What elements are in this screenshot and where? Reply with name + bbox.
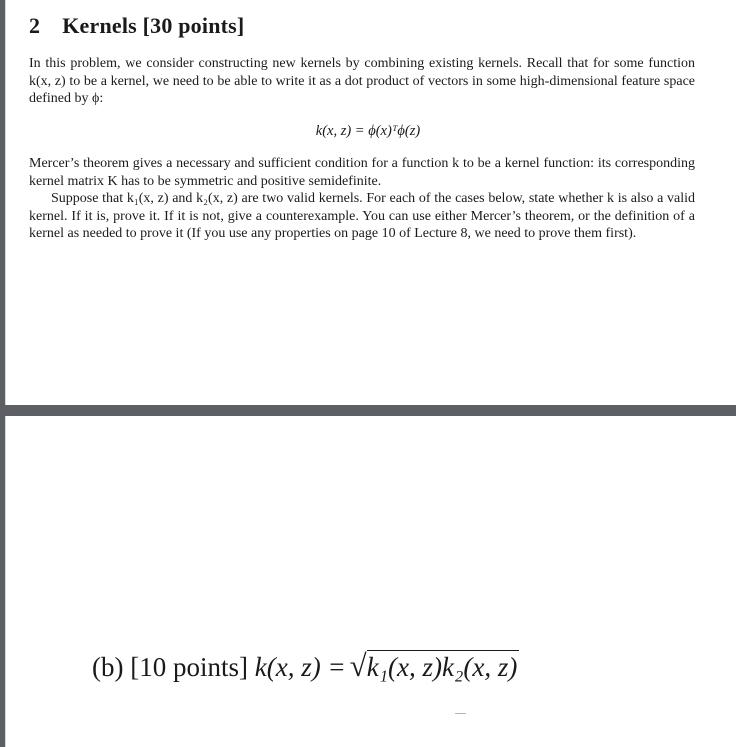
part-b-lhs: k(x, z) = [254, 652, 346, 682]
intro-paragraph: In this problem, we consider constructing new kernels by combining existing kernels. Recall that for some function k(x, z) to be a kernel, we need to be able to write it as a dot product of vectors in some high-dimensional feature space defined by ϕ: [29, 56, 695, 107]
document-page-2 [5, 416, 736, 747]
section-heading [29, 13, 244, 39]
section-number: 2 [29, 13, 41, 38]
kernel-definition-equation: k(x, z) = ϕ(x)ᵀϕ(z) [315, 123, 421, 139]
part-b-label: (b) [92, 652, 124, 682]
page-separator [0, 405, 736, 416]
mercer-paragraph: Mercer’s theorem gives a necessary and sufficient condition for a function k to be a kernel function: its corresponding kernel matrix K has to be symmetric and positive semidefinite. [29, 156, 695, 189]
section-title: Kernels [30 points] [62, 13, 245, 38]
part-b-points: [10 points] [130, 652, 248, 682]
part-b-radicand: k₁(x, z)k₂(x, z) [366, 652, 518, 682]
square-root-symbol: √ [349, 648, 367, 683]
stray-mark [455, 713, 466, 714]
part-b-question [92, 648, 519, 684]
instructions-paragraph: Suppose that k₁(x, z) and k₂(x, z) are two valid kernels. For each of the cases below, state whether k is also a valid kernel. If it is, prove it. If it is not, give a counterexample. You can use either Mercer’s theorem, or the definition of a kernel as needed to prove it (If you use any properties on page 10 of Lecture 8, we need to prove them first). [29, 191, 695, 242]
